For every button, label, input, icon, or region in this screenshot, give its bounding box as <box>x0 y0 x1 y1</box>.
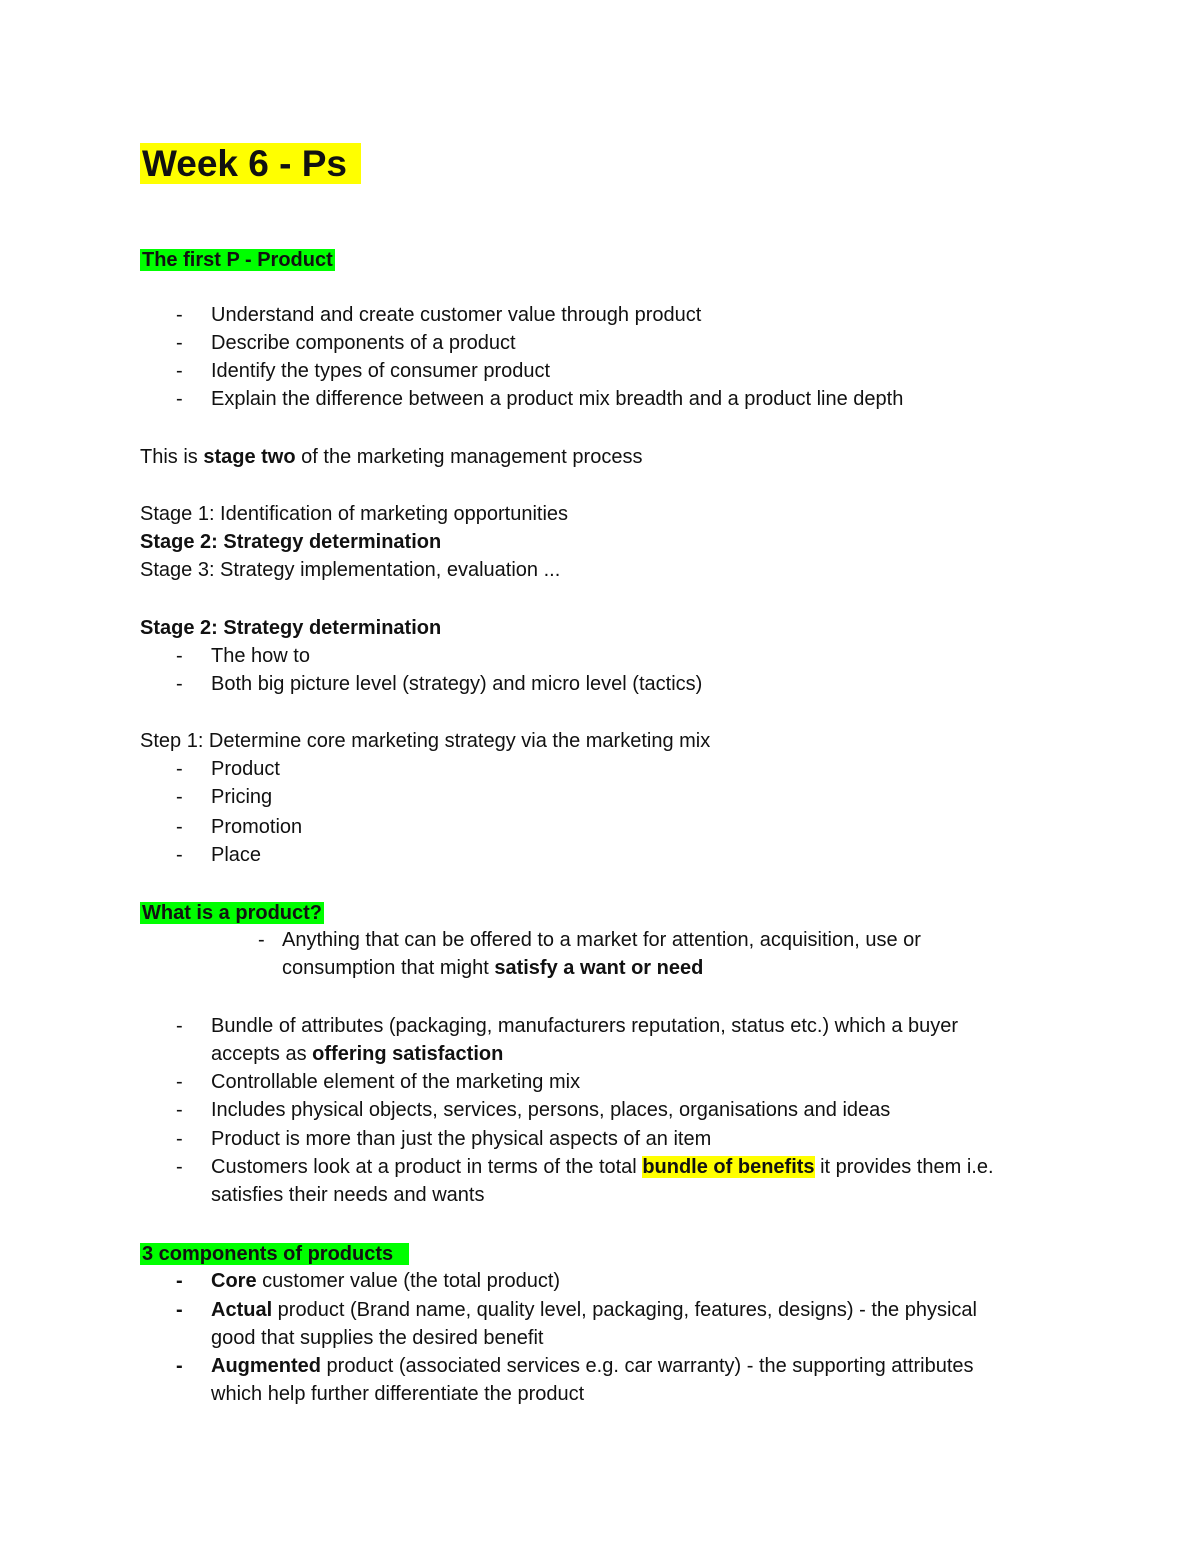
step1-text: Step 1: Determine core marketing strategy via the marketing mix <box>140 730 711 752</box>
bullet-dash: - <box>176 332 183 354</box>
bullet-dash: - <box>176 360 183 382</box>
definition-bold: satisfy a want or need <box>494 957 704 979</box>
bullet-dash: - <box>176 1156 183 1178</box>
section-heading-components: 3 components of products <box>140 1243 409 1265</box>
bullet-dash: - <box>176 758 183 780</box>
core-bold: Core <box>211 1270 257 1292</box>
definition-prefix: consumption that might <box>282 957 495 979</box>
list-item <box>211 1153 994 1181</box>
bullet-dash: - <box>176 786 183 808</box>
list-item: Both big picture level (strategy) and micro level (tactics) <box>211 673 703 695</box>
bundle-prefix: accepts as <box>211 1043 313 1065</box>
stage-line-bold: Stage 2: Strategy determination <box>140 531 442 553</box>
bullet-dash: - <box>176 1355 183 1377</box>
augmented-rest: product (associated services e.g. car warranty) - the supporting attributes <box>321 1355 974 1377</box>
bullet-dash: - <box>176 304 183 326</box>
page-title: Week 6 - Ps <box>140 143 361 184</box>
stage-intro-suffix: of the marketing management process <box>295 446 643 468</box>
actual-bold: Actual <box>211 1299 273 1321</box>
actual-rest: product (Brand name, quality level, packaging, features, designs) - the physical <box>272 1299 977 1321</box>
list-item: Describe components of a product <box>211 332 516 354</box>
bullet-dash: - <box>176 1299 183 1321</box>
section-heading-product-wrap <box>140 246 335 274</box>
list-item-continuation: satisfies their needs and wants <box>211 1184 485 1206</box>
stage-intro-bold: stage two <box>203 446 296 468</box>
bullet-dash: - <box>176 645 183 667</box>
stage-intro-prefix: This is <box>140 446 204 468</box>
list-item: Place <box>211 844 262 866</box>
bundle-bold: offering satisfaction <box>312 1043 504 1065</box>
list-item: Understand and create customer value through product <box>211 304 702 326</box>
definition-line: Anything that can be offered to a market for attention, acquisition, use or <box>282 929 921 951</box>
list-item: Product <box>211 758 280 780</box>
list-item: Promotion <box>211 816 303 838</box>
list-item: Explain the difference between a product mix breadth and a product line depth <box>211 388 904 410</box>
stage-intro <box>140 443 642 471</box>
bullet-dash: - <box>176 1128 183 1150</box>
bullet-dash: - <box>176 1015 183 1037</box>
bullet-dash: - <box>176 816 183 838</box>
list-item: Bundle of attributes (packaging, manufacturers reputation, status etc.) which a buyer <box>211 1015 959 1037</box>
bullet-dash: - <box>258 929 265 951</box>
page-title-wrap <box>140 141 361 187</box>
bullet-dash: - <box>176 673 183 695</box>
benefits-suffix: it provides them i.e. <box>814 1156 994 1178</box>
bullet-dash: - <box>176 1071 183 1093</box>
section-heading-what-is: What is a product? <box>142 902 322 924</box>
stage-line: Stage 1: Identification of marketing opportunities <box>140 503 569 525</box>
list-item: Includes physical objects, services, persons, places, organisations and ideas <box>211 1099 891 1121</box>
list-item-continuation <box>211 1040 503 1068</box>
section-heading-components-wrap <box>140 1240 409 1268</box>
section-heading-what-is-wrap <box>140 899 324 927</box>
list-item: Controllable element of the marketing mix <box>211 1071 581 1093</box>
bullet-dash: - <box>176 388 183 410</box>
section-heading-product: The first P - Product <box>142 249 333 271</box>
list-item <box>211 1296 977 1324</box>
list-item <box>211 1352 974 1380</box>
benefits-highlight: bundle of benefits <box>642 1156 815 1178</box>
list-item: Pricing <box>211 786 273 808</box>
stage-line: Stage 3: Strategy implementation, evaluation ... <box>140 559 561 581</box>
stage2-heading: Stage 2: Strategy determination <box>140 617 442 639</box>
list-item-continuation: good that supplies the desired benefit <box>211 1327 544 1349</box>
benefits-prefix: Customers look at a product in terms of the total <box>211 1156 643 1178</box>
bullet-dash: - <box>176 1270 183 1292</box>
bullet-dash: - <box>176 1099 183 1121</box>
list-item: Identify the types of consumer product <box>211 360 551 382</box>
list-item-continuation: which help further differentiate the product <box>211 1383 585 1405</box>
list-item: The how to <box>211 645 310 667</box>
list-item <box>211 1267 560 1295</box>
list-item: Product is more than just the physical aspects of an item <box>211 1128 712 1150</box>
augmented-bold: Augmented <box>211 1355 321 1377</box>
definition-line <box>282 954 703 982</box>
core-rest: customer value (the total product) <box>256 1270 561 1292</box>
bullet-dash: - <box>176 844 183 866</box>
